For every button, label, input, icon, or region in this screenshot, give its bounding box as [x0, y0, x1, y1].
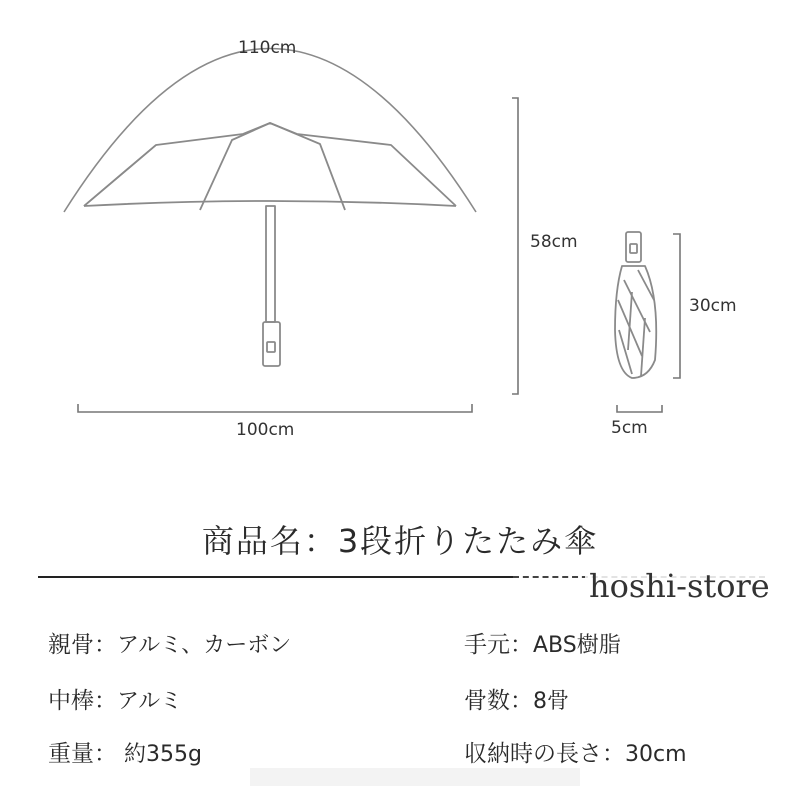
- spec-label: 親骨：: [48, 632, 117, 658]
- spec-label: 重量：: [48, 741, 117, 767]
- open-height-label: 58cm: [530, 232, 578, 252]
- folded-width-dimension-line: [617, 405, 662, 412]
- open-width-label: 100cm: [236, 420, 295, 440]
- spec-label: 骨数：: [464, 688, 533, 714]
- canopy-arc-dimension-line: [64, 49, 476, 213]
- canopy-arc-label: 110cm: [238, 38, 297, 58]
- folded-umbrella-icon: [615, 232, 656, 378]
- spec-value: 約355g: [117, 742, 202, 767]
- spec-value: ABS樹脂: [533, 633, 621, 658]
- title-divider: [38, 576, 513, 578]
- width-dimension-line: [78, 404, 472, 412]
- spec-value: 8骨: [533, 689, 569, 714]
- spec-value: アルミ、カーボン: [117, 633, 292, 658]
- spec-label: 中棒：: [48, 688, 117, 714]
- spec-handle-material: [464, 626, 621, 659]
- spec-folded-length: [464, 735, 687, 768]
- spec-shaft-material: [48, 682, 182, 715]
- spec-value: アルミ: [117, 689, 183, 714]
- spec-value: 30cm: [625, 742, 687, 767]
- product-title: 商品名：3段折りたたみ傘: [201, 522, 599, 560]
- spec-label: 手元：: [464, 632, 533, 658]
- folded-width-label: 5cm: [611, 418, 648, 438]
- spec-weight: [48, 735, 202, 768]
- spec-label: 収納時の長さ：: [464, 741, 625, 767]
- spec-frame-material: [48, 626, 291, 659]
- folded-length-dimension-line: [673, 234, 680, 378]
- open-umbrella-icon: [84, 123, 456, 366]
- spec-rib-count: [464, 682, 569, 715]
- height-dimension-line: [512, 98, 518, 394]
- folded-length-label: 30cm: [689, 296, 737, 316]
- faint-background-band: [250, 768, 580, 786]
- store-watermark: hoshi-store: [585, 567, 774, 605]
